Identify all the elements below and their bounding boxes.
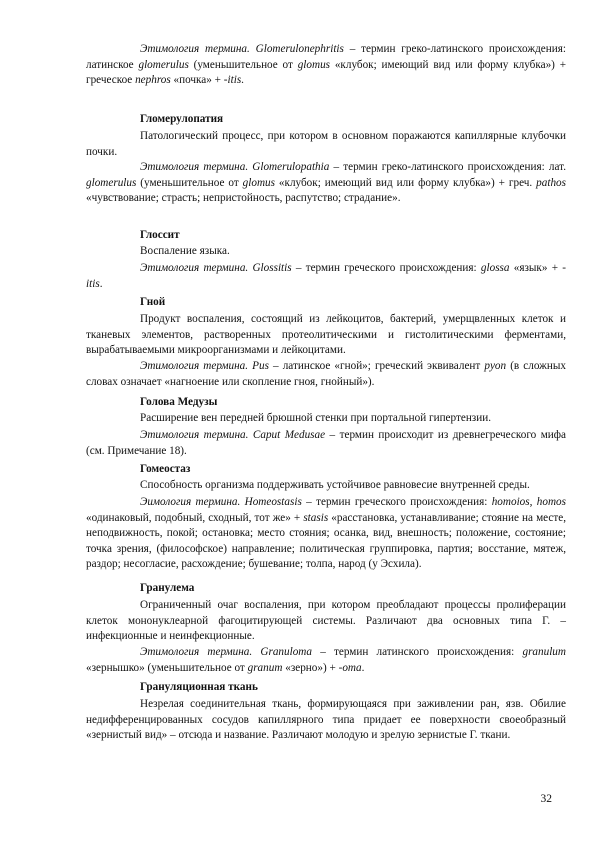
glomerulonephritis-etymology: Этимология термина. Glomerulonephritis – термин греко-латинского происхождения: латинское glomerulus (уменьшительное от glomus «клубок; имеющий вид или форму клубка») + греческое nephros «почка» + -itis. <box>86 43 567 87</box>
term-heading-pus: Гной <box>140 296 166 308</box>
glomerulopathy-etymology: Этимология термина. Glomerulopathia – термин греко-латинского происхождения: лат. glomerulus (уменьшительное от glomus «клубок; имеющий вид или форму клубка») + греч. pathos «чувствование; страсть; непристойность, распутство; страдание». <box>86 161 567 205</box>
granuloma-definition: Ограниченный очаг воспаления, при котором преобладают процессы пролиферации клеток мононуклеарной фагоцитирующей системы. Различают два основных типа Г. – инфекционные и неинфекционные. <box>86 599 566 643</box>
term-heading-caput-medusae: Голова Медузы <box>140 396 218 408</box>
term-heading-granulation-tissue: Грануляционная ткань <box>140 681 258 693</box>
glomerulopathy-definition: Патологический процесс, при котором в основном поражаются капиллярные клубочки почки. <box>86 130 566 158</box>
pus-definition: Продукт воспаления, состоящий из лейкоцитов, бактерий, умерщвленных клеток и тканевых элементов, растворенных протеолитическими и гистолитическими ферментами, вырабатываемыми микроорганизмами и лейкоцитами. <box>86 313 566 357</box>
term-heading-granuloma: Гранулема <box>140 582 195 594</box>
glossitis-definition: Воспаление языка. <box>140 245 230 257</box>
term-heading-glossitis: Глоссит <box>140 229 180 241</box>
term-heading-glomerulopathy: Гломерулопатия <box>140 113 224 125</box>
term-heading-homeostasis: Гомеостаз <box>140 463 191 475</box>
granulation-tissue-definition: Незрелая соединительная ткань, формирующаяся при заживлении ран, язв. Обилие недифференцированных сосудов капиллярного типа придает ее поверхности своеобразный «зернистый вид» – отсюда и название. Различают молодую и зрелую зернистые Г. ткани. <box>86 698 566 742</box>
page-number: 32 <box>540 793 552 805</box>
glossitis-etymology: Этимология термина. Glossitis – термин греческого происхождения: glossa «язык» + -itis. <box>86 262 566 290</box>
pus-etymology: Этимология термина. Pus – латинское «гной»; греческий эквивалент pyon (в сложных словах означает «нагноение или скопление гноя, гнойный»). <box>86 360 566 388</box>
caput-medusae-definition: Расширение вен передней брюшной стенки при портальной гипертензии. <box>140 412 491 424</box>
granuloma-etymology: Этимология термина. Granuloma – термин латинского происхождения: granulum «зернышко» (уменьшительное от granum «зерно») + -oma. <box>86 646 566 674</box>
caput-medusae-etymology: Этимология термина. Caput Medusae – термин происходит из древнегреческого мифа (см. Примечание 18). <box>86 429 566 457</box>
homeostasis-definition: Способность организма поддерживать устойчивое равновесие внутренней среды. <box>140 479 530 491</box>
homeostasis-etymology: Эимология термина. Homeostasis – термин греческого происхождения: homoios, homos «одинаковый, подобный, сходный, тот же» + stasis «расстановка, устанавливание; стояние на месте, неподвижность, покой; остановка; место стояния; осанка, вид, внешность; положение, состояние; точка зрения, (философское) направление; политическая группировка, партия; восстание, мятеж, раздор; несогласие, расхождение; бушевание; толпа, народ (у Эсхила). <box>86 496 567 571</box>
